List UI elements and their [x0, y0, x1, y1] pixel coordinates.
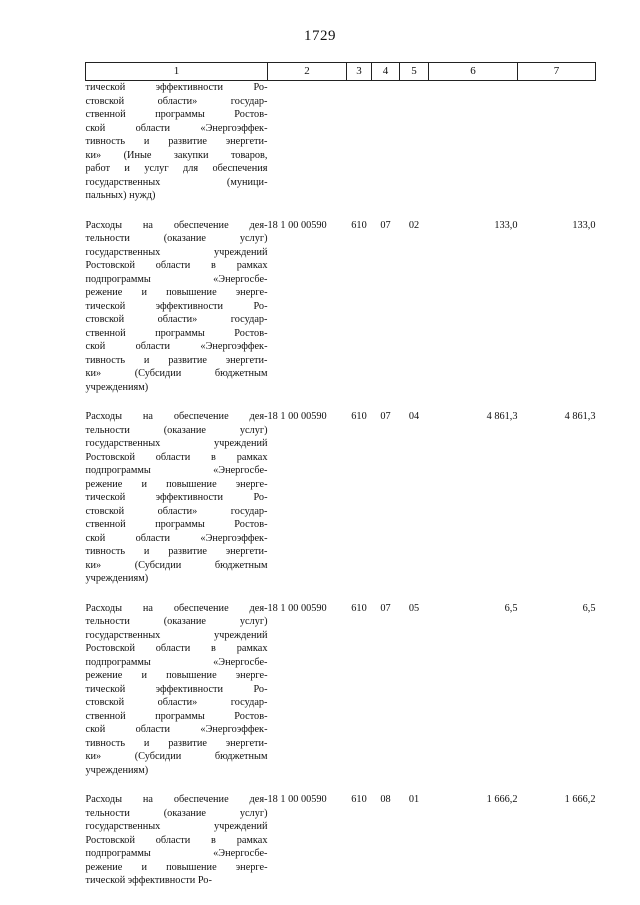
description-line: тивность и развитие энергети-	[85, 136, 268, 147]
amount-year-1: 133,0	[494, 219, 518, 231]
description-line: Ростовской области в рамках	[85, 451, 268, 463]
expense-description	[86, 602, 268, 778]
subsection-code: 02	[408, 219, 420, 231]
target-article-code: 18 1 00 00590	[267, 219, 327, 231]
section-code: 07	[380, 602, 391, 614]
amount-year-2	[518, 81, 596, 203]
description-line: государственных учреждений	[85, 629, 268, 641]
description-line: ки» (Субсидии бюджетным	[85, 368, 268, 379]
amount-year-1: 6,5	[504, 602, 518, 614]
subsection-code: 05	[408, 602, 420, 614]
page-number: 1729	[304, 28, 336, 44]
amount-year-1: 4 861,3	[486, 411, 518, 422]
description-line: Расходы на обеспечение дея-	[85, 602, 268, 614]
header-col-5: 5	[400, 63, 429, 81]
row-spacer	[86, 203, 596, 219]
subsection-code	[400, 81, 429, 203]
description-line: тивность и развитие энергети-	[85, 354, 268, 366]
target-article-code: 18 1 00 00590	[267, 602, 327, 614]
description-line: государственных учреждений	[85, 246, 268, 258]
budget-table	[85, 62, 596, 888]
expense-type-code: 610	[351, 794, 367, 805]
description-line: подпрограммы «Энергосбе-	[85, 273, 268, 285]
description-line: государственных учреждений	[85, 821, 268, 832]
subsection-code: 01	[408, 794, 420, 805]
amount-year-2: 4 861,3	[564, 411, 596, 422]
description-line: режение и повышение энерге-	[85, 478, 268, 490]
description-line: ственной программы Ростов-	[85, 109, 268, 120]
section-code: 07	[380, 411, 391, 422]
description-line: учреждениям)	[85, 573, 149, 584]
expense-description	[86, 793, 268, 888]
description-line: стовской области» государ-	[85, 505, 268, 517]
description-line: ки» (Субсидии бюджетным	[85, 559, 268, 571]
header-row	[86, 63, 596, 81]
description-line: государственных (муници-	[85, 176, 268, 188]
description-line: ственной программы Ростов-	[85, 327, 268, 339]
target-article-code: 18 1 00 00590	[267, 794, 327, 805]
description-line: стовской области» государ-	[85, 314, 268, 325]
description-line: учреждениям)	[85, 381, 149, 393]
description-line: тической эффективности Ро-	[85, 683, 268, 695]
row-spacer	[86, 777, 596, 793]
section-code: 07	[380, 219, 391, 231]
table-row	[86, 410, 596, 586]
description-line: тельности (оказание услуг)	[85, 807, 268, 819]
description-line: тельности (оказание услуг)	[85, 616, 268, 627]
header-col-4: 4	[372, 63, 400, 81]
description-line: стовской области» государ-	[85, 697, 268, 708]
expense-description	[86, 219, 268, 395]
description-line: тивность и развитие энергети-	[85, 737, 268, 749]
amount-year-1	[429, 81, 518, 203]
header-col-7: 7	[518, 63, 596, 81]
header-col-1: 1	[86, 63, 268, 81]
description-line: подпрограммы «Энергосбе-	[85, 656, 268, 668]
description-line: пальных) нужд)	[85, 190, 156, 201]
description-line: ской области «Энергоэффек-	[85, 724, 268, 735]
description-line: ской области «Энергоэффек-	[85, 341, 268, 352]
description-line: ской области «Энергоэффек-	[85, 532, 268, 544]
description-line: Ростовской области в рамках	[85, 643, 268, 654]
description-line: подпрограммы «Энергосбе-	[85, 848, 268, 859]
expense-type-code: 610	[351, 219, 367, 231]
description-line: тической эффективности Ро-	[85, 82, 268, 93]
description-line: режение и повышение энерге-	[85, 287, 268, 298]
description-line: тельности (оказание услуг)	[85, 233, 268, 244]
description-line: Расходы на обеспечение дея-	[85, 794, 268, 805]
amount-year-1: 1 666,2	[486, 794, 518, 805]
description-line: ственной программы Ростов-	[85, 519, 268, 530]
description-line: тической эффективности Ро-	[85, 875, 212, 886]
description-line: тельности (оказание услуг)	[85, 424, 268, 436]
description-line: Ростовской области в рамках	[85, 834, 268, 846]
description-line: государственных учреждений	[85, 438, 268, 449]
description-line: стовской области» государ-	[85, 95, 268, 107]
header-col-2: 2	[268, 63, 347, 81]
row-spacer	[86, 394, 596, 410]
amount-year-2: 6,5	[582, 602, 596, 614]
description-line: учреждениям)	[85, 764, 149, 776]
target-article-code: 18 1 00 00590	[267, 411, 327, 422]
expense-description	[86, 410, 268, 586]
description-line: тической эффективности Ро-	[85, 492, 268, 503]
subsection-code: 04	[408, 411, 420, 422]
description-line: Ростовской области в рамках	[85, 260, 268, 271]
description-line: Расходы на обеспечение дея-	[85, 219, 268, 231]
table-row	[86, 602, 596, 778]
header-col-3: 3	[347, 63, 372, 81]
table-row	[86, 219, 596, 395]
description-line: работ и услуг для обеспечения	[85, 163, 268, 174]
expense-type-code	[347, 81, 372, 203]
header-col-6: 6	[429, 63, 518, 81]
section-code: 08	[380, 794, 391, 805]
description-line: ки» (Иные закупки товаров,	[85, 149, 268, 161]
amount-year-2: 133,0	[572, 219, 596, 231]
expense-type-code: 610	[351, 602, 367, 614]
description-line: Расходы на обеспечение дея-	[85, 411, 268, 422]
section-code	[372, 81, 400, 203]
description-line: тической эффективности Ро-	[85, 300, 268, 312]
description-line: режение и повышение энерге-	[85, 670, 268, 681]
amount-year-2: 1 666,2	[564, 794, 596, 805]
description-line: ской области «Энергоэффек-	[85, 122, 268, 134]
description-line: режение и повышение энерге-	[85, 861, 268, 873]
description-line: тивность и развитие энергети-	[85, 546, 268, 557]
description-line: ки» (Субсидии бюджетным	[85, 751, 268, 762]
target-article-code	[268, 81, 347, 203]
table-row	[86, 81, 596, 203]
description-line: ственной программы Ростов-	[85, 710, 268, 722]
expense-description	[86, 81, 268, 203]
description-line: подпрограммы «Энергосбе-	[85, 465, 268, 476]
row-spacer	[86, 586, 596, 602]
table-row	[86, 793, 596, 888]
expense-type-code: 610	[351, 411, 367, 422]
